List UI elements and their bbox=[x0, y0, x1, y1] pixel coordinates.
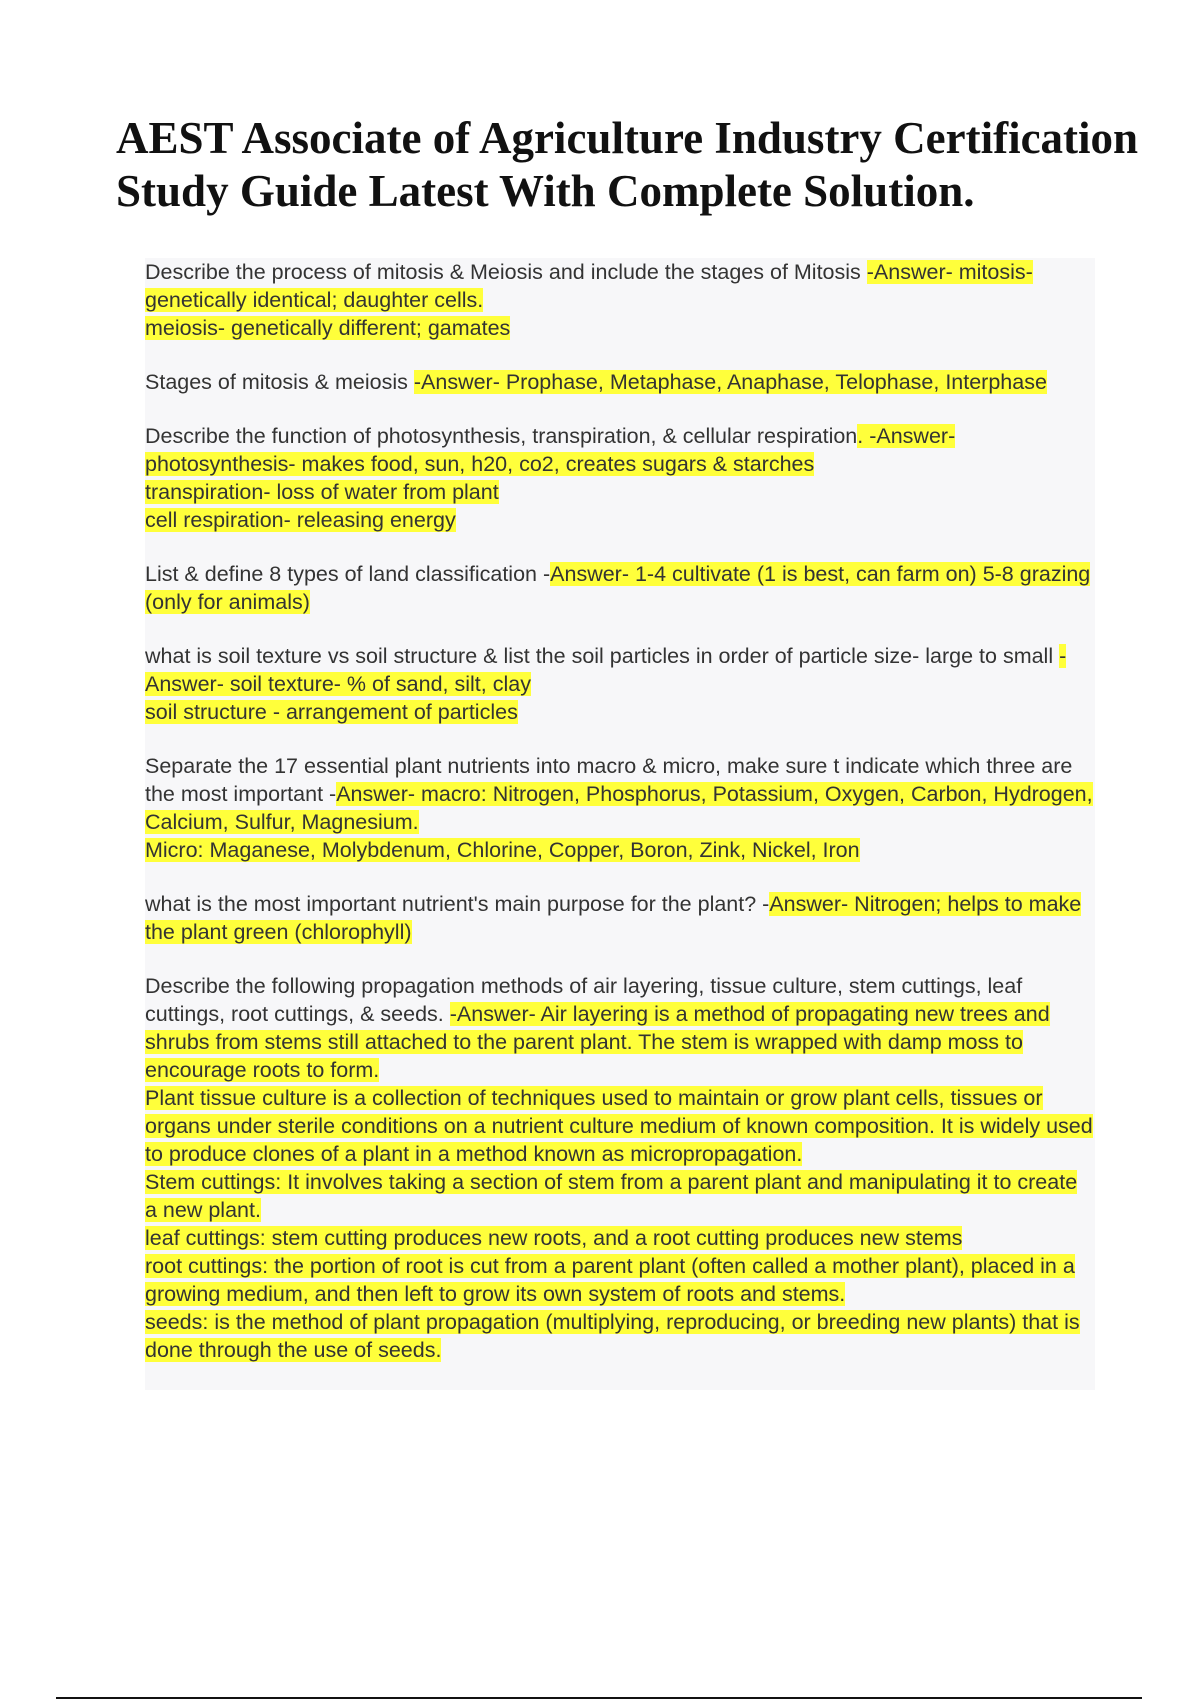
qa-item-stages bbox=[145, 368, 1095, 396]
qa-item-mitosis-meiosis bbox=[145, 258, 1095, 342]
title-line-2: Study Guide Latest With Complete Solution. bbox=[116, 166, 975, 216]
answer-text: Micro: Maganese, Molybdenum, Chlorine, Copper, Boron, Zink, Nickel, Iron bbox=[145, 838, 860, 862]
answer-text: . -Answer- photosynthesis- makes food, sun, h20, co2, creates sugars & starches bbox=[145, 424, 956, 476]
answer-text: root cuttings: the portion of root is cut from a parent plant (often called a mother plant), placed in a growing medium, and then left to grow its own system of roots and stems. bbox=[145, 1254, 1075, 1306]
answer-text: Plant tissue culture is a collection of techniques used to maintain or grow plant cells, tissues or organs under sterile conditions on a nutrient culture medium of known composition. It is widely used to produce clones of a plant in a method known as micropropagation. bbox=[145, 1086, 1093, 1166]
question-text: Stages of mitosis & meiosis bbox=[145, 370, 414, 394]
qa-item-important-nutrient bbox=[145, 890, 1095, 946]
question-text: what is the most important nutrient's main purpose for the plant? - bbox=[145, 892, 770, 916]
answer-line bbox=[145, 1084, 1095, 1168]
title-line-1: AEST Associate of Agriculture Industry Certification bbox=[116, 113, 1139, 163]
answer-line bbox=[145, 1224, 1095, 1252]
qa-content bbox=[145, 258, 1095, 1390]
qa-item-nutrients bbox=[145, 752, 1095, 864]
answer-line bbox=[145, 836, 1095, 864]
answer-line bbox=[145, 1252, 1095, 1308]
question-text: List & define 8 types of land classification - bbox=[145, 562, 551, 586]
answer-text: leaf cuttings: stem cutting produces new roots, and a root cutting produces new stems bbox=[145, 1226, 963, 1250]
answer-text: Answer- 1-4 cultivate (1 is best, can farm on) 5-8 grazing (only for animals) bbox=[145, 562, 1091, 614]
document-title bbox=[116, 112, 1200, 218]
answer-line bbox=[145, 506, 1095, 534]
answer-text: Answer- Nitrogen; helps to make the plant green (chlorophyll) bbox=[145, 892, 1082, 944]
question-text: what is soil texture vs soil structure & list the soil particles in order of particle size- large to small bbox=[145, 644, 1060, 668]
answer-text: transpiration- loss of water from plant bbox=[145, 480, 499, 504]
qa-item-soil bbox=[145, 642, 1095, 726]
question-text: Separate the 17 essential plant nutrients into macro & micro, make sure t indicate which three are the most important - bbox=[145, 754, 1073, 806]
question-text: Describe the function of photosynthesis, transpiration, & cellular respiration bbox=[145, 424, 858, 448]
answer-text: -Answer- Air layering is a method of propagating new trees and shrubs from stems still attached to the parent plant. The stem is wrapped with damp moss to encourage roots to form. bbox=[145, 1002, 1050, 1082]
question-text: Describe the following propagation methods of air layering, tissue culture, stem cuttings, leaf cuttings, root cuttings, & seeds. bbox=[145, 974, 1023, 1026]
answer-text: meiosis- genetically different; gamates bbox=[145, 316, 511, 340]
answer-text: Answer- macro: Nitrogen, Phosphorus, Potassium, Oxygen, Carbon, Hydrogen, Calcium, Sulfur, Magnesium. bbox=[145, 782, 1093, 834]
answer-text: seeds: is the method of plant propagation (multiplying, reproducing, or breeding new plants) that is done through the use of seeds. bbox=[145, 1310, 1080, 1362]
answer-text: cell respiration- releasing energy bbox=[145, 508, 456, 532]
answer-text: -Answer- soil texture- % of sand, silt, clay bbox=[145, 644, 1067, 696]
page-bottom-rule bbox=[56, 1697, 1142, 1699]
answer-line bbox=[145, 478, 1095, 506]
answer-text: -Answer- Prophase, Metaphase, Anaphase, Telophase, Interphase bbox=[413, 370, 1047, 394]
answer-line bbox=[145, 1168, 1095, 1224]
answer-text: soil structure - arrangement of particles bbox=[145, 700, 518, 724]
answer-text: -Answer- mitosis- genetically identical; daughter cells. bbox=[145, 260, 1033, 312]
answer-line bbox=[145, 698, 1095, 726]
answer-line bbox=[145, 314, 1095, 342]
qa-item-land-classification bbox=[145, 560, 1095, 616]
answer-line bbox=[145, 1308, 1095, 1364]
qa-item-photosynthesis bbox=[145, 422, 1095, 534]
qa-item-propagation bbox=[145, 972, 1095, 1364]
question-text: Describe the process of mitosis & Meiosis and include the stages of Mitosis bbox=[145, 260, 867, 284]
answer-text: Stem cuttings: It involves taking a section of stem from a parent plant and manipulating it to create a new plant. bbox=[145, 1170, 1078, 1222]
